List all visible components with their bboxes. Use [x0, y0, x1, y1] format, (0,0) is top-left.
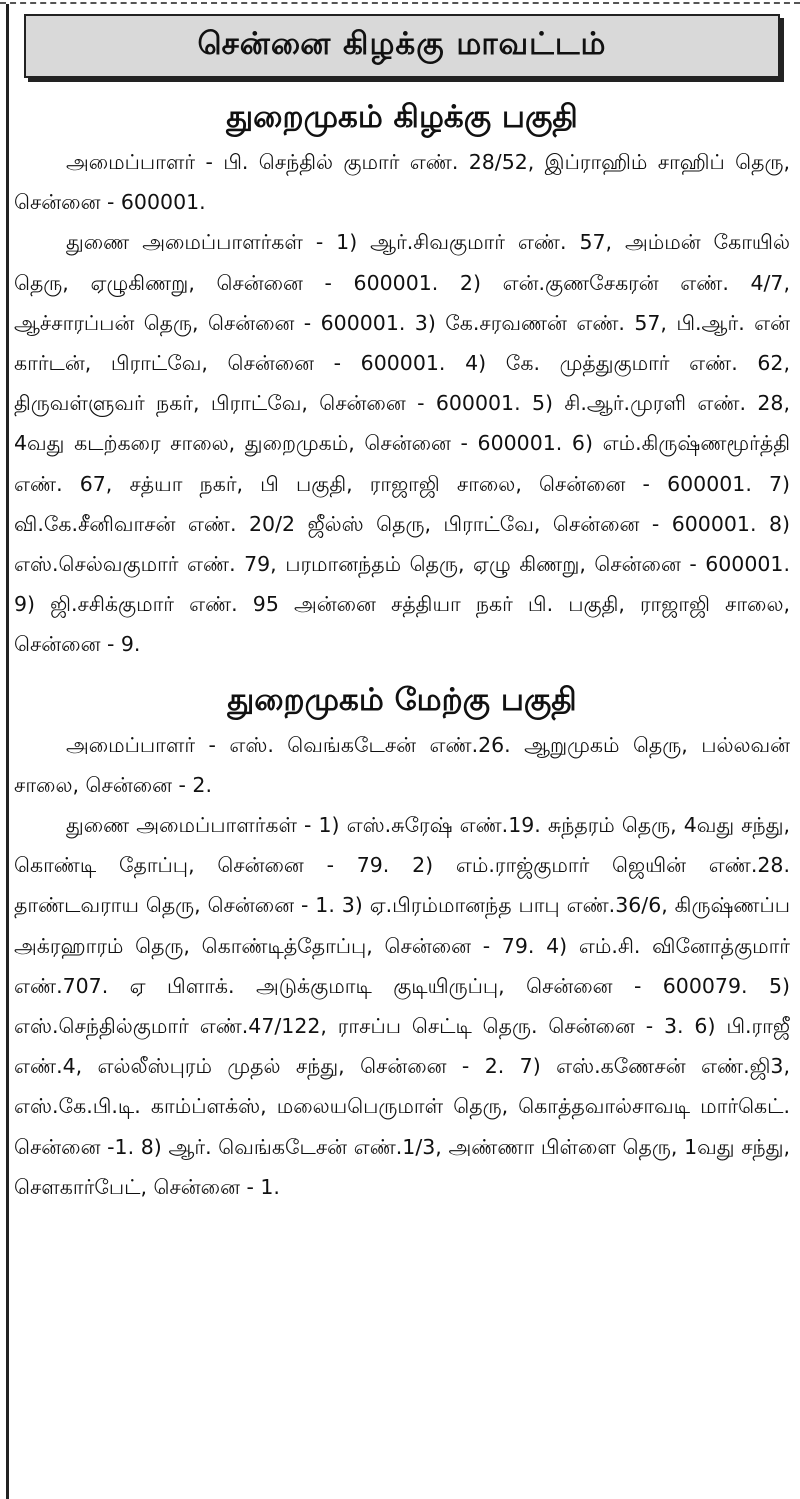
- left-column-rule: [6, 4, 9, 1499]
- section-heading: துறைமுகம் மேற்கு பகுதி: [227, 681, 577, 718]
- section-heading: துறைமுகம் கிழக்கு பகுதி: [226, 99, 578, 135]
- organizer-paragraph: அமைப்பாளர் - எஸ். வெங்கடேசன் எண்.26. ஆறுமுகம் தெரு, பல்லவன் சாலை, சென்னை - 2.: [14, 732, 790, 797]
- top-dashed-cut-line: [0, 2, 800, 4]
- section-harbour-east: [14, 92, 790, 665]
- deputy-organizers-paragraph: துணை அமைப்பாளர்கள் - 1) ஆர்.சிவகுமார் எண். 57, அம்மன் கோயில் தெரு, ஏழுகிணறு, சென்னை - 600001. 2) என்.குணசேகரன் எண். 4/7, ஆச்சாரப்பன் தெரு, சென்னை - 600001. 3) கே.சரவணன் எண். 57, பி.ஆர். என் கார்டன், பிராட்வே, சென்னை - 600001. 4) கே. முத்துகுமார் எண். 62, திருவள்ளுவர் நகர், பிராட்வே, சென்னை - 600001. 5) சி.ஆர்.முரளி எண். 28, 4வது கடற்கரை சாலை, துறைமுகம், சென்னை - 600001. 6) எம்.கிருஷ்ணமூர்த்தி எண். 67, சத்யா நகர், பி பகுதி, ராஜாஜி சாலை, சென்னை - 600001. 7) வி.கே.சீனிவாசன் எண். 20/2 ஜீல்ஸ் தெரு, பிராட்வே, சென்னை - 600001. 8) எஸ்.செல்வகுமார் எண். 79, பரமானந்தம் தெரு, ஏழு கிணறு, சென்னை - 600001. 9) ஜி.சசிக்குமார் எண். 95 அன்னை சத்தியா நகர் பி. பகுதி, ராஜாஜி சாலை, சென்னை - 9.: [14, 230, 790, 657]
- deputy-organizers-paragraph: துணை அமைப்பாளர்கள் - 1) எஸ்.சுரேஷ் எண்.19. சுந்தரம் தெரு, 4வது சந்து, கொண்டி தோப்பு, சென்னை - 79. 2) எம்.ராஜ்குமார் ஜெயின் எண்.28. தாண்டவராய தெரு, சென்னை - 1. 3) ஏ.பிரம்மானந்த பாபு எண்.36/6, கிருஷ்ணப்ப அக்ரஹாரம் தெரு, கொண்டித்தோப்பு, சென்னை - 79. 4) எம்.சி. வினோத்குமார் எண்.707. ஏ பிளாக். அடுக்குமாடி குடியிருப்பு, சென்னை - 600079. 5) எஸ்.செந்தில்குமார் எண்.47/122, ராசப்ப செட்டி தெரு. சென்னை - 3. 6) பி.ராஜீ எண்.4, எல்லீஸ்புரம் முதல் சந்து, சென்னை - 2. 7) எஸ்.கணேசன் எண்.ஜி3, எஸ்.கே.பி.டி. காம்ப்ளக்ஸ், மலையபெருமாள் தெரு, கொத்தவால்சாவடி மார்கெட். சென்னை -1. 8) ஆர். வெங்கடேசன் எண்.1/3, அண்ணா பிள்ளை தெரு, 1வது சந்து, சௌகார்பேட், சென்னை - 1.: [14, 813, 790, 1199]
- district-title: சென்னை கிழக்கு மாவட்டம்: [197, 26, 607, 62]
- section-harbour-west: [14, 675, 790, 1207]
- article-body: [14, 92, 790, 1207]
- district-banner: [24, 14, 780, 78]
- organizer-paragraph: அமைப்பாளர் - பி. செந்தில் குமார் எண். 28/52, இப்ராஹிம் சாஹிப் தெரு, சென்னை - 600001.: [14, 150, 790, 215]
